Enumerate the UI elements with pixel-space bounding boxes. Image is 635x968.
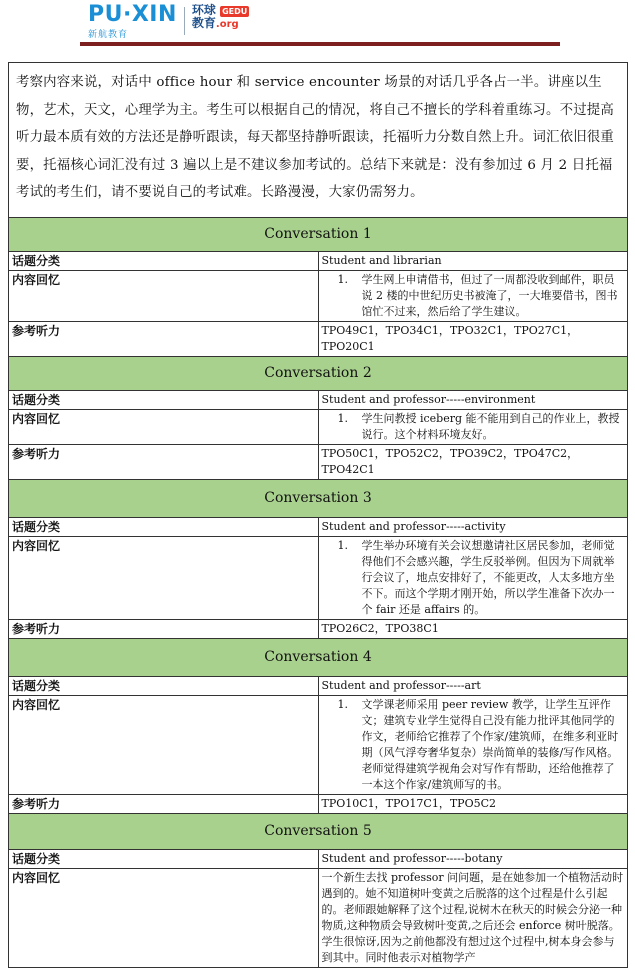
document-body <box>8 62 628 968</box>
recall-row <box>9 409 628 444</box>
recall-number: 1. <box>337 411 348 425</box>
reference-row <box>9 794 628 813</box>
topic-value: Student and professor-----environment <box>318 390 628 409</box>
recall-text: 学生举办环境有关会议想邀请社区居民参加，老师觉得他们不会感兴趣，学生反驳举例。但因为下周就举行会议了，地点安排好了，不能更改，人太多地方坐不下。而这个学期才刚开始，所以学生准备下次办一个 fair 还是 affairs 的。 <box>361 538 615 616</box>
conversation-header-row <box>9 479 628 517</box>
reference-value: TPO50C1，TPO52C2，TPO39C2，TPO47C2，TPO42C1 <box>318 444 628 479</box>
reference-row <box>9 619 628 638</box>
reference-value: TPO49C1，TPO34C1，TPO32C1，TPO27C1，TPO20C1 <box>318 321 628 356</box>
conversation-header-row <box>9 813 628 849</box>
reference-label: 参考听力 <box>9 619 319 638</box>
conversation-title: Conversation 2 <box>9 356 628 390</box>
topic-label: 话题分类 <box>9 390 319 409</box>
reference-value: TPO26C2，TPO38C1 <box>318 619 628 638</box>
topic-label: 话题分类 <box>9 676 319 695</box>
conversation-header-row <box>9 356 628 390</box>
recall-number: 1. <box>337 538 348 552</box>
conversation-title: Conversation 1 <box>9 217 628 251</box>
topic-row <box>9 676 628 695</box>
conversation-header-row <box>9 217 628 251</box>
reference-label: 参考听力 <box>9 794 319 813</box>
topic-label: 话题分类 <box>9 849 319 868</box>
reference-label: 参考听力 <box>9 444 319 479</box>
recall-item <box>322 697 625 793</box>
topic-row <box>9 251 628 270</box>
gedu-badge: GEDU <box>222 7 248 16</box>
header-rule <box>80 42 560 46</box>
recall-label: 内容回忆 <box>9 270 319 321</box>
recall-label: 内容回忆 <box>9 409 319 444</box>
conversation-title: Conversation 3 <box>9 479 628 517</box>
recall-label: 内容回忆 <box>9 536 319 619</box>
puxin-logo <box>88 4 249 40</box>
intro-paragraph: 考察内容来说，对话中 office hour 和 service encounter 场景的对话几乎各占一半。讲座以生物，艺术，天文，心理学为主。考生可以根据自己的情况，将自己不擅长的学科着重练习。不过提高听力最本质有效的方法还是静听跟读，每天都坚持静听跟读，托福听力分数自然上升。词汇依旧很重要，托福核心词汇没有过 3 遍以上是不建议参加考试的。总结下来就是：没有参加过 6 月 2 日托福考试的考生们，请不要说自己的考试难。长路漫漫，大家仍需努力。 <box>8 62 628 217</box>
topic-row <box>9 517 628 536</box>
partner-org-text: .org <box>215 19 239 30</box>
partner-line1-text: 环球 <box>191 3 216 17</box>
recall-item <box>322 538 625 618</box>
logo-divider <box>184 7 185 35</box>
topic-row <box>9 390 628 409</box>
topic-value: Student and professor-----botany <box>318 849 628 868</box>
reference-row <box>9 321 628 356</box>
reference-row <box>9 444 628 479</box>
conversation-table <box>8 217 628 968</box>
partner-line2-text: 教育 <box>191 16 216 30</box>
recall-label: 内容回忆 <box>9 868 319 967</box>
topic-value: Student and librarian <box>318 251 628 270</box>
recall-text: 学生网上申请借书，但过了一周都没收到邮件，职员说 2 楼的中世纪历史书被淹了，一大堆要借书，图书馆忙不过来，然后给了学生建议。 <box>361 272 618 318</box>
topic-value: Student and professor-----activity <box>318 517 628 536</box>
recall-row <box>9 536 628 619</box>
recall-number: 1. <box>337 272 348 286</box>
topic-label: 话题分类 <box>9 251 319 270</box>
logo-main-text: PU·XIN <box>88 2 177 27</box>
logo-sub-text: 新航教育 <box>88 30 129 40</box>
topic-value: Student and professor-----art <box>318 676 628 695</box>
conversation-title: Conversation 5 <box>9 813 628 849</box>
recall-text: 文学课老师采用 peer review 教学，让学生互评作文；建筑专业学生觉得自己没有能力批评其他同学的作文，老师给它推荐了个作家/建筑师，在维多利亚时期（风气浮夸奢华复杂）崇尚简单的装修/写作风格。老师觉得建筑学视角会对写作有帮助，还给他推荐了一本这个作家/建筑师写的书。 <box>361 697 619 791</box>
page-header <box>0 0 635 48</box>
recall-item <box>322 272 625 320</box>
recall-text: 学生问教授 iceberg 能不能用到自己的作业上，教授说行。这个材料环境友好。 <box>361 411 620 441</box>
recall-number: 1. <box>337 697 348 711</box>
reference-value: TPO10C1，TPO17C1，TPO5C2 <box>318 794 628 813</box>
recall-row <box>9 270 628 321</box>
recall-item <box>322 411 625 443</box>
recall-text: 一个新生去找 professor 问问题，是在她参加一个植物活动时遇到的。她不知道树叶变黄之后脱落的这个过程是什么引起的。老师跟她解释了这个过程,说树木在秋天的时候会分泌一种物质,这种物质会导致树叶变黄,之后还会 enforce 树叶脱落。学生很惊讶,因为之前他都没有想过这个过程中,树本身会参与到其中。同时他表示对植物学产 <box>318 868 628 967</box>
partner-line2 <box>192 17 249 30</box>
topic-row <box>9 849 628 868</box>
conversation-header-row <box>9 638 628 676</box>
recall-row <box>9 695 628 794</box>
topic-label: 话题分类 <box>9 517 319 536</box>
reference-label: 参考听力 <box>9 321 319 356</box>
recall-label: 内容回忆 <box>9 695 319 794</box>
conversation-title: Conversation 4 <box>9 638 628 676</box>
